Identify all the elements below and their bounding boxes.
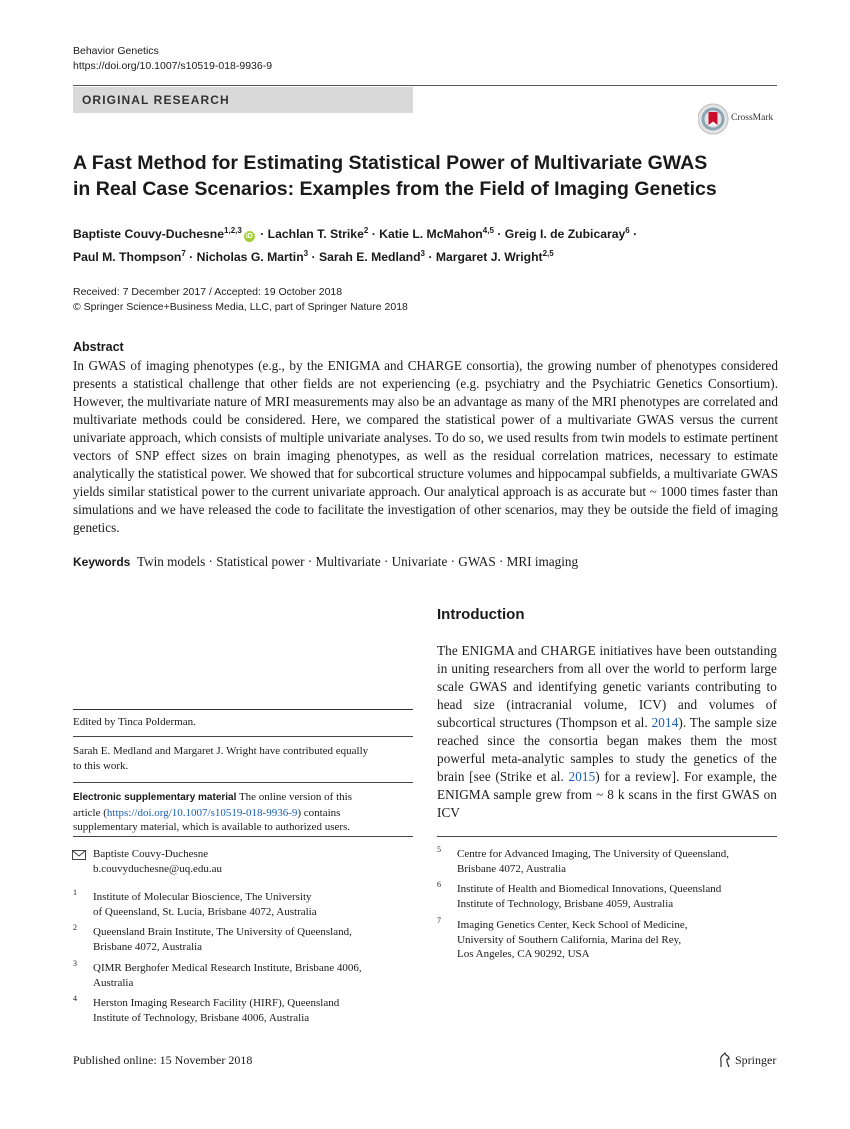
affiliation-number: 2 xyxy=(73,923,77,932)
author-line-2 xyxy=(73,244,773,267)
author-name[interactable]: Greig I. de Zubicaray xyxy=(504,227,626,242)
affiliation-line: Australia xyxy=(93,976,134,989)
author-affiliation: 3 xyxy=(303,249,309,259)
footnote-rule xyxy=(437,836,777,837)
author-separator: · xyxy=(185,250,197,265)
abstract-text: In GWAS of imaging phenotypes (e.g., by the ENIGMA and CHARGE consortia), the growing number of phenotypes considered presents a statistical challenge that other fields are not experiencing (e.g. psychiatry and the Psychiatric Genetics Consortium). However, the multivariate nature of MRI measurements may also be an advantage as many of the MRI phenotypes are correlated and multivariate methods could be considered. Here, we compared the statistical power of a multivariate GWAS versus the current univariate approach, which consists of multiple univariate analyses. To do so, we used results from twin models to estimate pertinent vectors of SNP effect sizes on brain imaging phenotypes, as well as the residual correlation matrices, necessary to estimate analytically the statistical power. We showed that for subcortical structure volumes and hippocampal subfields, a multivariate GWAS yields similar statistical power to the current univariate approach. Our analytical approach is as accurate but ~ 1000 times faster than simulations and we have released the code to facilitate the investigation of other scenarios, may they be outside the field of imaging genetics. xyxy=(73,358,778,535)
header-rule xyxy=(73,85,777,86)
affiliation-number: 3 xyxy=(73,959,77,968)
esm-line xyxy=(73,790,408,806)
affiliation xyxy=(93,890,317,919)
affiliation-line: Herston Imaging Research Facility (HIRF), Queensland xyxy=(93,997,340,1009)
orcid-icon[interactable]: iD xyxy=(245,233,253,241)
esm-text: ) contains xyxy=(297,806,341,819)
article-dates xyxy=(73,285,408,315)
intro-text-segment: ) for a review]. For example, the ENIGMA sample grew from ~ 8 k scans in the first GWAS on ICV xyxy=(437,769,778,820)
author-name[interactable]: Lachlan T. Strike xyxy=(267,227,364,242)
supplementary-material-note xyxy=(73,790,408,835)
affiliation-line: Centre for Advanced Imaging, The University of Queensland, xyxy=(457,848,729,860)
affiliation-line: Institute of Health and Biomedical Innovations, Queensland xyxy=(457,883,722,895)
title-line-1: A Fast Method for Estimating Statistical Power of Multivariate GWAS xyxy=(73,152,708,174)
contrib-line: Sarah E. Medland and Margaret J. Wright have contributed equally xyxy=(73,745,369,757)
footnote-rule xyxy=(73,736,413,737)
article-title xyxy=(73,150,773,202)
author-name[interactable]: Margaret J. Wright xyxy=(435,250,543,265)
esm-label: Electronic supplementary material xyxy=(73,792,237,803)
affiliation-number: 5 xyxy=(437,845,441,854)
author-name[interactable]: Katie L. McMahon xyxy=(379,227,483,242)
author-name[interactable]: Sarah E. Medland xyxy=(318,250,421,265)
footnote-rule xyxy=(73,709,413,710)
envelope-icon xyxy=(72,850,86,860)
affiliation-line: Imaging Genetics Center, Keck School of Medicine, xyxy=(457,919,688,931)
affiliation-number: 7 xyxy=(437,916,441,925)
affiliation-line: University of Southern California, Marina del Rey, xyxy=(457,933,682,946)
published-online: Published online: 15 November 2018 xyxy=(73,1053,253,1067)
keywords-label: Keywords xyxy=(73,555,131,569)
author-name[interactable]: Nicholas G. Martin xyxy=(196,250,304,265)
intro-text-segment: ). The sample size reached since the consortia began makes them the most powerful meta-analytic samples to study the genetics of the brain [see (Strike et al. xyxy=(437,715,778,784)
affiliation-line: Los Angeles, CA 90292, USA xyxy=(457,948,590,960)
affiliation-line: Brisbane 4072, Australia xyxy=(457,862,567,875)
affiliation-line: Queensland Brain Institute, The University of Queensland, xyxy=(93,926,352,938)
affiliation-line: Institute of Technology, Brisbane 4059, Australia xyxy=(457,897,674,910)
received-accepted: Received: 7 December 2017 / Accepted: 19 October 2018 xyxy=(73,286,343,298)
affiliation-line: of Queensland, St. Lucia, Brisbane 4072, Australia xyxy=(93,905,317,918)
keywords-list: Twin models · Statistical power · Multivariate · Univariate · GWAS · MRI imaging xyxy=(136,554,579,569)
author-affiliation: 4,5 xyxy=(482,226,494,235)
affiliation xyxy=(457,918,688,962)
esm-line xyxy=(73,806,408,821)
author-affiliation: 1,2,3 xyxy=(224,226,242,235)
affiliation-line: Institute of Technology, Brisbane 4006, Australia xyxy=(93,1011,310,1024)
author-list xyxy=(73,221,773,267)
introduction-text xyxy=(437,642,777,822)
citation-link[interactable]: 2014 xyxy=(651,715,679,730)
author-separator: · xyxy=(308,250,319,265)
affiliation xyxy=(93,961,362,990)
contrib-line: to this work. xyxy=(73,759,129,772)
article-doi[interactable]: https://doi.org/10.1007/s10519-018-9936-9 xyxy=(73,60,273,72)
author-affiliation: 6 xyxy=(625,226,630,235)
author-affiliation: 3 xyxy=(420,249,425,259)
author-separator: · xyxy=(424,250,436,265)
author-line-1 xyxy=(73,221,773,244)
springer-horse-icon xyxy=(718,1052,732,1068)
esm-line: supplementary material, which is available to authorized users. xyxy=(73,821,351,833)
affiliation-number: 4 xyxy=(73,994,77,1003)
title-line-2: in Real Case Scenarios: Examples from the Field of Imaging Genetics xyxy=(73,178,717,200)
footnote-rule xyxy=(73,836,413,837)
copyright: © Springer Science+Business Media, LLC, part of Springer Nature 2018 xyxy=(73,301,408,313)
publisher-logo: Springer xyxy=(735,1053,777,1067)
corresponding-email[interactable]: b.couvyduchesne@uq.edu.au xyxy=(93,862,222,875)
crossmark-label[interactable]: CrossMark xyxy=(731,113,774,123)
author-separator: · xyxy=(629,227,638,242)
affiliation-number: 6 xyxy=(437,880,441,889)
affiliation xyxy=(93,996,339,1025)
affiliation xyxy=(93,925,352,954)
footnote-rule xyxy=(73,782,413,783)
affiliation-line: Brisbane 4072, Australia xyxy=(93,940,203,953)
esm-text: article ( xyxy=(73,806,107,819)
edited-by: Edited by Tinca Polderman. xyxy=(73,716,196,728)
affiliation-line: Institute of Molecular Bioscience, The University xyxy=(93,891,312,903)
section-label: ORIGINAL RESEARCH xyxy=(82,93,230,107)
citation-link[interactable]: 2015 xyxy=(568,769,596,784)
author-separator: · xyxy=(493,227,505,242)
affiliation-number: 1 xyxy=(73,888,77,897)
journal-name: Behavior Genetics xyxy=(73,45,159,57)
author-separator: · xyxy=(256,227,268,242)
intro-text-segment: The ENIGMA and CHARGE initiatives have been outstanding in uniting researchers from all over the world to perform large scale GWAS and identifying genetic variants contributing to head size (intracranial volume, ICV) and volumes of subcortical structures (Thompson et al. xyxy=(437,643,777,730)
author-affiliation: 7 xyxy=(181,249,186,259)
corresponding-name: Baptiste Couvy-Duchesne xyxy=(93,848,209,860)
keywords xyxy=(73,554,578,570)
esm-text: The online version of this xyxy=(236,791,352,803)
equal-contribution xyxy=(73,744,413,773)
esm-doi-link[interactable]: https://doi.org/10.1007/s10519-018-9936-9 xyxy=(106,806,298,819)
affiliation-line: QIMR Berghofer Medical Research Institute, Brisbane 4006, xyxy=(93,962,362,974)
author-affiliation: 2 xyxy=(363,226,369,235)
affiliation xyxy=(457,847,729,876)
journal-header xyxy=(73,44,272,74)
author-name[interactable]: Baptiste Couvy-Duchesne xyxy=(73,227,225,242)
author-name[interactable]: Paul M. Thompson xyxy=(73,250,182,265)
introduction-heading: Introduction xyxy=(437,606,525,623)
affiliation xyxy=(457,882,721,911)
author-affiliation: 2,5 xyxy=(542,249,554,259)
author-separator: · xyxy=(368,227,380,242)
corresponding-author xyxy=(93,847,222,876)
abstract-heading: Abstract xyxy=(73,340,124,354)
